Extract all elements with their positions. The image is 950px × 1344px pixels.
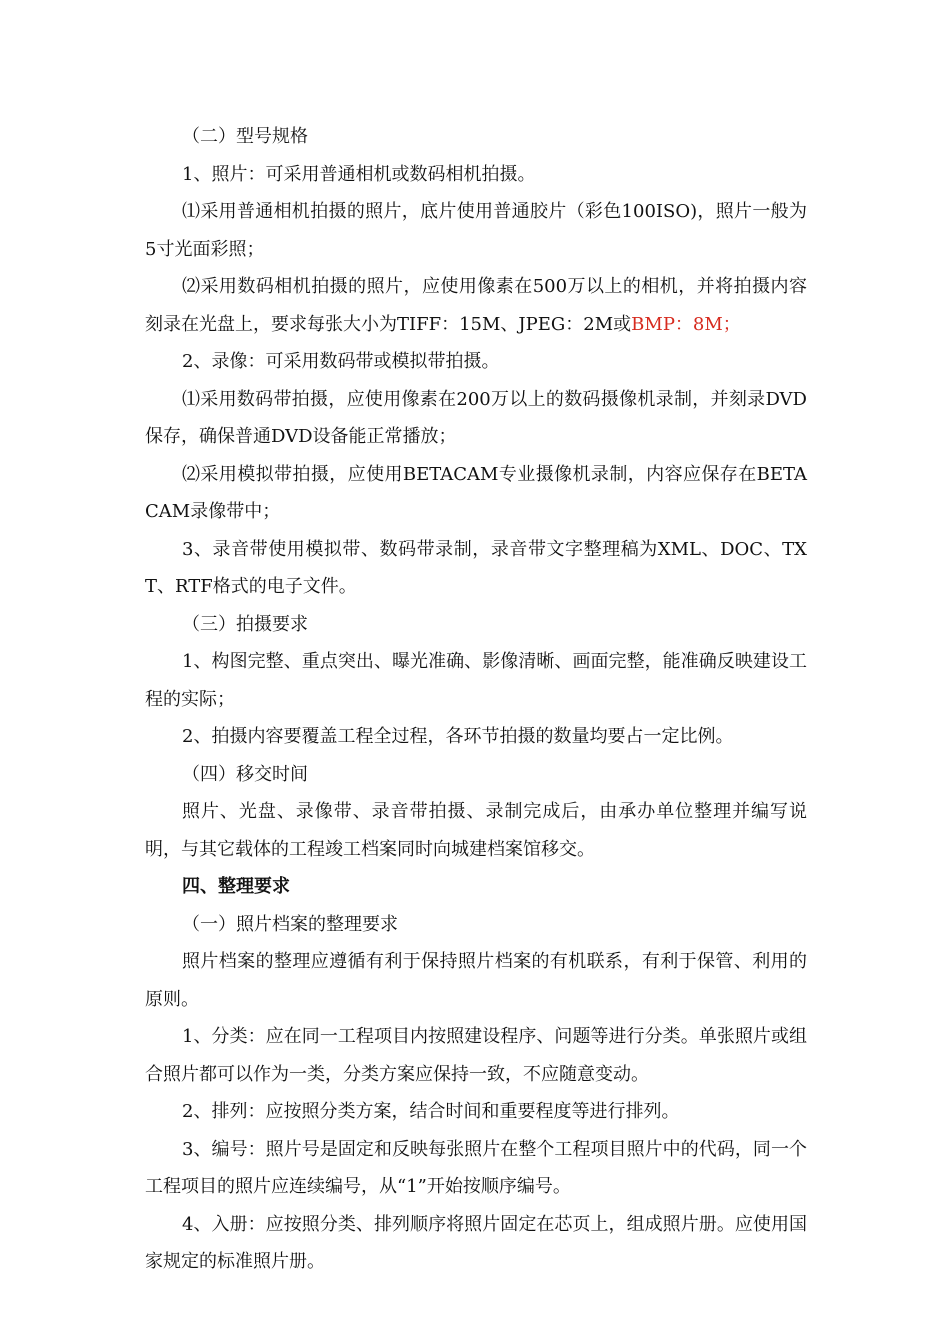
document-body [145,118,807,1281]
paragraph-handover: 照片、光盘、录像带、录音带拍摄、录制完成后，由承办单位整理并编写说明，与其它载体的工程竣工档案同时向城建档案馆移交。 [145,801,807,860]
paragraph-photo-digital-camera-text: ⑵采用数码相机拍摄的照片，应使用像素在500万以上的相机，并将拍摄内容刻录在光盘上，要求每张大小为TIFF：15M、JPEG：2M或 [145,276,807,335]
paragraph-video: 2、录像：可采用数码带或模拟带拍摄。 [182,351,500,372]
paragraph-photo-digital-camera [145,268,807,343]
paragraph-video-digital: ⑴采用数码带拍摄，应使用像素在200万以上的数码摄像机录制，并刻录DVD保存，确保普通DVD设备能正常播放； [145,388,807,447]
subheading-photo-archive: （一）照片档案的整理要求 [182,913,398,935]
paragraph-arrangement: 2、排列：应按照分类方案，结合时间和重要程度等进行排列。 [182,1101,680,1122]
paragraph-composition: 1、构图完整、重点突出、曝光准确、影像清晰、画面完整，能准确反映建设工程的实际； [145,651,807,710]
subheading-handover-time: （四）移交时间 [182,763,308,785]
paragraph-audio: 3、录音带使用模拟带、数码带录制，录音带文字整理稿为XML、DOC、TXT、RTF格式的电子文件。 [145,538,807,597]
subheading-model-spec: （二）型号规格 [182,126,308,147]
paragraph-album: 4、入册：应按照分类、排列顺序将照片固定在芯页上，组成照片册。应使用国家规定的标准照片册。 [145,1213,807,1272]
paragraph-photo: 1、照片：可采用普通相机或数码相机拍摄。 [182,163,536,185]
highlighted-bmp-size: BMP：8M； [631,313,741,335]
paragraph-coverage: 2、拍摄内容要覆盖工程全过程，各环节拍摄的数量均要占一定比例。 [182,726,734,747]
paragraph-classification: 1、分类：应在同一工程项目内按照建设程序、问题等进行分类。单张照片或组合照片都可以作为一类，分类方案应保持一致，不应随意变动。 [145,1026,807,1085]
section-heading-organization: 四、整理要求 [182,876,290,897]
paragraph-numbering: 3、编号：照片号是固定和反映每张照片在整个工程项目照片中的代码，同一个工程项目的照片应连续编号，从“1”开始按顺序编号。 [145,1138,807,1197]
paragraph-photo-normal-camera: ⑴采用普通相机拍摄的照片，底片使用普通胶片（彩色100ISO)，照片一般为5寸光面彩照； [145,201,807,260]
paragraph-photo-archive-principle: 照片档案的整理应遵循有利于保持照片档案的有机联系，有利于保管、利用的原则。 [145,951,807,1010]
subheading-shooting-requirements: （三）拍摄要求 [182,613,308,635]
paragraph-video-analog: ⑵采用模拟带拍摄，应使用BETACAM专业摄像机录制，内容应保存在BETACAM录像带中； [145,463,807,522]
